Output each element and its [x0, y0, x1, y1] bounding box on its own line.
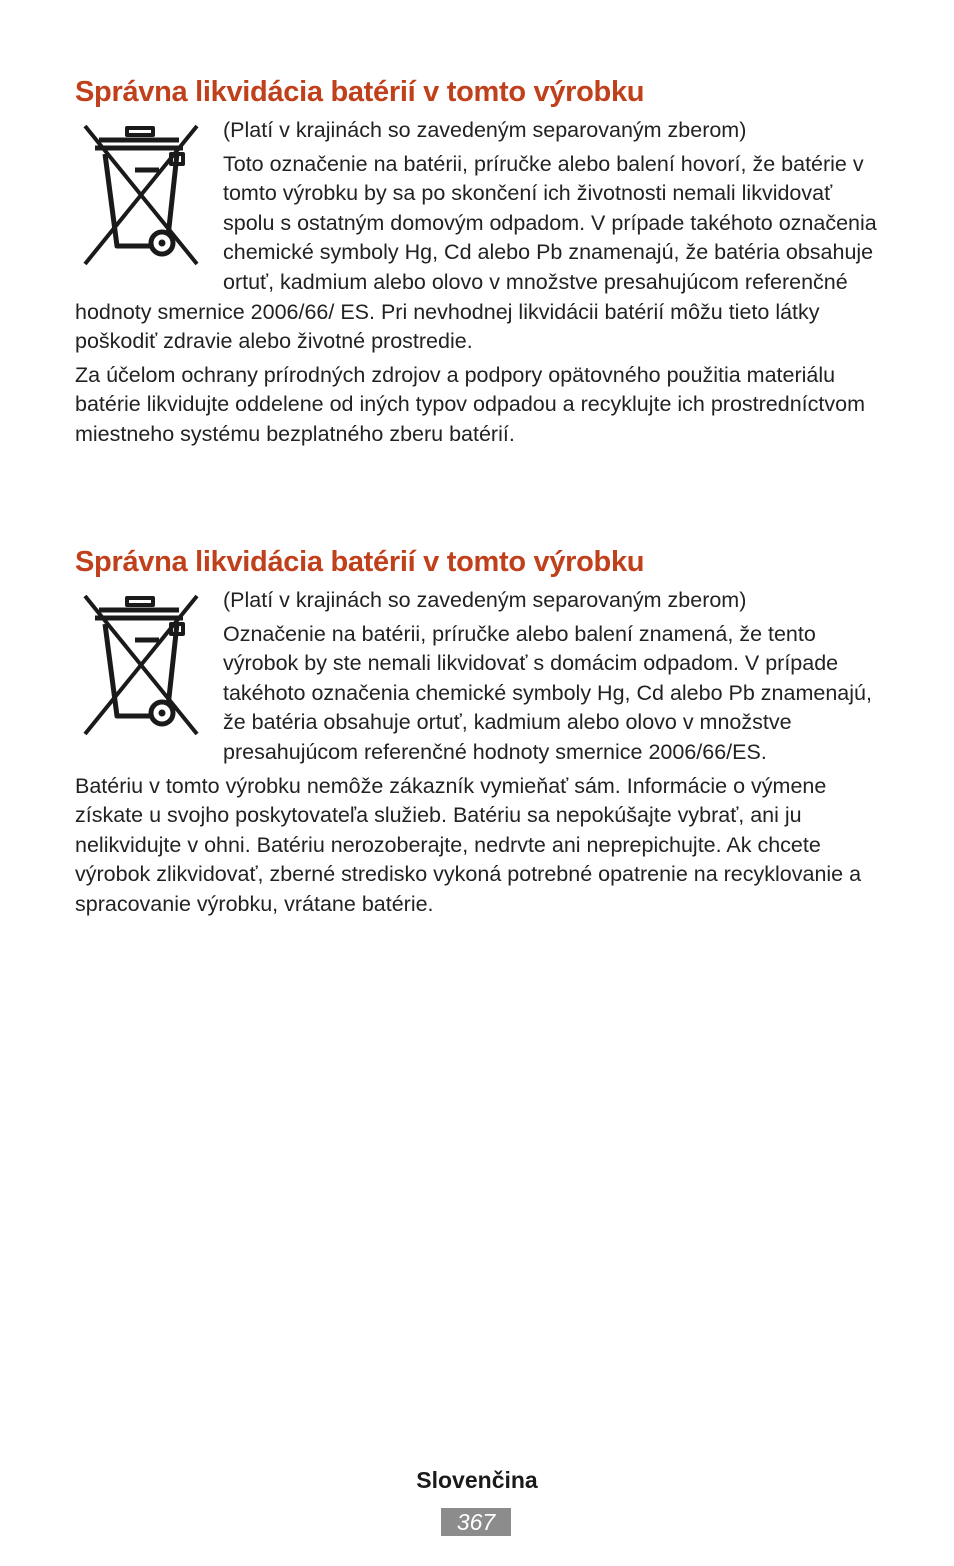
- page-number-badge: 367: [441, 1508, 511, 1536]
- section-title: Správna likvidácia batérií v tomto výrobku: [75, 546, 645, 578]
- section-body: [75, 586, 885, 920]
- crossed-out-wheelie-bin-icon: [75, 118, 207, 268]
- crossed-out-wheelie-bin-icon: [75, 588, 207, 738]
- paragraph: Za účelom ochrany prírodných zdrojov a podpory opätovného použitia materiálu batérie likvidujte oddelene od iných typov odpadou a recyklujte ich prostredníctvom miestneho systému bezplatného zberu batérií.: [75, 362, 865, 446]
- footer-language-label: Slovenčina: [416, 1467, 538, 1493]
- paragraph: (Platí v krajinách so zavedeným separovaným zberom): [223, 588, 747, 612]
- battery-disposal-section-2: [75, 542, 885, 924]
- paragraph: (Platí v krajinách so zavedeným separovaným zberom): [223, 118, 747, 142]
- paragraph: Označenie na batérii, príručke alebo balení znamená, že tento výrobok by ste nemali likvidovať s domácim odpadom. V prípade takéhoto označenia chemické symboly Hg, Cd alebo Pb znamenajú, že batéria obsahuje ortuť, kadmium alebo olovo v množstve presahujúcom referenčné hodnoty smernice 2006/66/ES.: [223, 621, 872, 764]
- paragraph: Toto označenie na batérii, príručke alebo balení hovorí, že batérie v tomto výrobku by sa po skončení ich životnosti nemali likvidovať spolu s ostatným domovým odpadom. V prípade takéhoto označenia chemické symboly Hg, Cd alebo Pb znamenajú, že batéria obsahuje ortuť, kadmium alebo olovo v množstve presahujúcom referenčné hodnoty smernice 2006/66/ ES. Pri nevhodnej likvidácii batérií môžu tieto látky poškodiť zdravie alebo životné prostredie.: [75, 151, 877, 354]
- paragraph: Batériu v tomto výrobku nemôže zákazník vymieňať sám. Informácie o výmene získate u svojho poskytovateľa služieb. Batériu sa nepokúšajte vybrať, ani ju nelikvidujte v ohni. Batériu nerozoberajte, nedrvte ani neprepichujte. Ak chcete výrobok zlikvidovať, zberné stredisko vykoná potrebné opatrenie na recyklovanie a spracovanie výrobku, vrátane batérie.: [75, 773, 862, 916]
- section-title: Správna likvidácia batérií v tomto výrobku: [75, 76, 645, 108]
- battery-disposal-section-1: [75, 72, 885, 454]
- section-body: [75, 116, 885, 450]
